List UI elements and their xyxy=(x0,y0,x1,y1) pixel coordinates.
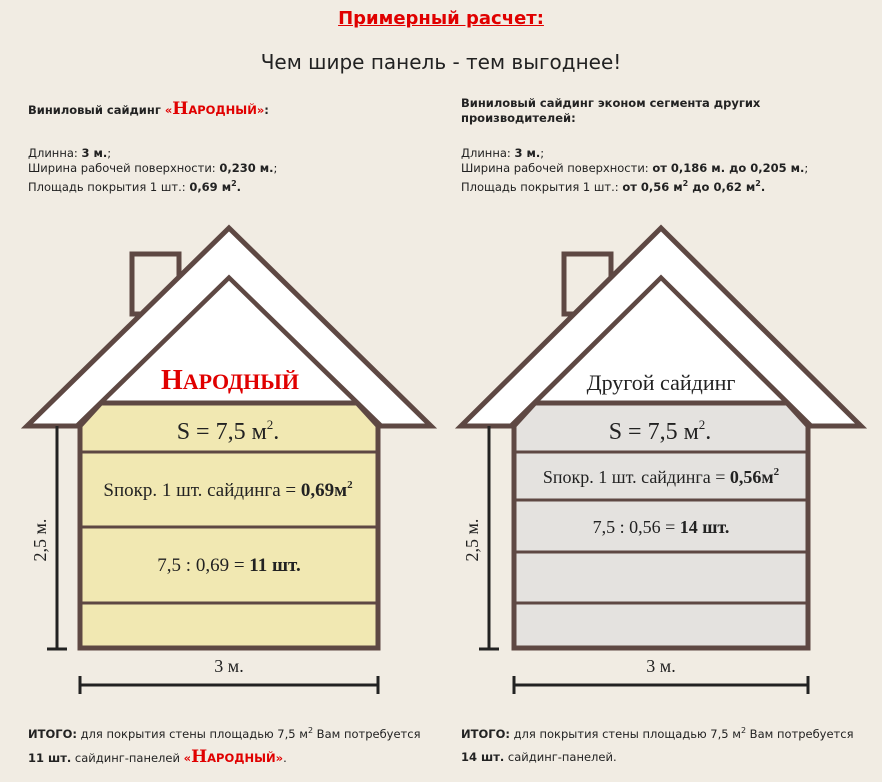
end: Вам потребуется xyxy=(313,726,421,741)
v: 0,69м xyxy=(300,480,348,501)
left-calc-text xyxy=(157,555,300,576)
right-footer xyxy=(461,723,881,765)
label: Площадь покрытия 1 шт.: xyxy=(28,179,190,194)
right-footer-line2 xyxy=(461,750,881,765)
right-house xyxy=(461,228,861,694)
count: 11 шт. xyxy=(28,750,72,765)
value: 3 м. xyxy=(514,146,541,160)
rest: АРОДНЫЙ xyxy=(207,750,276,765)
page-title: Примерный расчет: xyxy=(338,8,544,29)
end: . xyxy=(705,419,712,445)
value-b: до 0,62 м xyxy=(688,179,756,194)
value: 0,230 м. xyxy=(219,161,274,175)
t: Sпокр. 1 шт. сайдинга = xyxy=(542,467,730,487)
right-width-label: 3 м. xyxy=(646,656,676,676)
brand-rest: АРОДНЫЙ xyxy=(188,103,257,117)
t: для покрытия стены площадью 7,5 м xyxy=(509,726,741,741)
left-heading-suffix: : xyxy=(264,103,269,117)
end: . xyxy=(283,750,287,765)
t: 7,5 : 0,56 = xyxy=(592,517,680,537)
end: . xyxy=(236,179,242,194)
right-calc-text xyxy=(593,517,730,537)
value: 0,69 м xyxy=(189,179,232,194)
brand-quote-close: » xyxy=(256,103,265,117)
sup-b: 2 xyxy=(755,179,761,188)
sup: 2 xyxy=(231,179,237,188)
end: Вам потребуется xyxy=(746,726,854,741)
end: . xyxy=(760,179,766,194)
right-roof-label: Другой сайдинг xyxy=(586,370,736,395)
t: S = 7,5 м xyxy=(176,419,267,445)
sup: 2 xyxy=(698,417,706,432)
right-heading: Виниловый сайдинг эконом сегмента других производителей: xyxy=(461,96,761,125)
label: Площадь покрытия 1 шт.: xyxy=(461,179,623,194)
left-footer xyxy=(28,723,448,766)
sup: 2 xyxy=(740,726,747,735)
itogo: ИТОГО: xyxy=(28,726,77,741)
value: от 0,186 м. до 0,205 м. xyxy=(652,161,805,175)
left-area-text xyxy=(177,417,280,445)
left-width-label: 3 м. xyxy=(214,656,244,676)
t: 7,5 : 0,69 = xyxy=(157,555,250,576)
page-subtitle: Чем шире панель - тем выгоднее! xyxy=(260,50,622,74)
v: 11 шт. xyxy=(249,555,301,576)
footer-brand xyxy=(183,746,284,767)
right-cover-text xyxy=(543,466,780,487)
left-height-label: 2,5 м. xyxy=(30,518,50,562)
v: 0,56м xyxy=(729,467,774,487)
end: . xyxy=(273,419,280,445)
sup-a: 2 xyxy=(682,179,689,188)
t: сайдинг-панелей. xyxy=(504,749,617,764)
label: Длинна: xyxy=(461,146,515,160)
left-cover-text xyxy=(103,479,353,501)
label: Ширина рабочей поверхности: xyxy=(461,161,653,175)
end: ; xyxy=(804,161,809,175)
roof-first: Н xyxy=(161,365,183,396)
left-footer-line1 xyxy=(28,723,448,742)
label: Ширина рабочей поверхности: xyxy=(28,161,220,175)
roof-rest: АРОДНЫЙ xyxy=(182,369,299,394)
sup: 2 xyxy=(347,479,353,491)
t: Sпокр. 1 шт. сайдинга = xyxy=(103,480,301,501)
count: 14 шт. xyxy=(461,749,505,764)
first: Н xyxy=(191,746,208,767)
brand-first-letter: Н xyxy=(172,99,189,119)
sup: 2 xyxy=(773,466,780,478)
end: ; xyxy=(540,146,545,160)
sup: 2 xyxy=(266,417,274,432)
right-area-text xyxy=(609,417,712,445)
q: « xyxy=(183,750,192,765)
t: сайдинг-панелей xyxy=(71,750,184,765)
t: S = 7,5 м xyxy=(608,419,699,445)
left-roof-label xyxy=(161,365,299,396)
end: ; xyxy=(273,161,278,175)
label: Длинна: xyxy=(28,146,82,160)
v: 14 шт. xyxy=(679,517,730,537)
left-footer-line2 xyxy=(28,746,448,767)
sup: 2 xyxy=(307,726,314,735)
right-footer-line1 xyxy=(461,723,881,742)
q2: » xyxy=(275,750,284,765)
t: для покрытия стены площадью 7,5 м xyxy=(76,726,308,741)
value-a: от 0,56 м xyxy=(622,179,683,194)
brand-quote-open: « xyxy=(164,103,173,117)
value: 3 м. xyxy=(81,146,108,160)
itogo: ИТОГО: xyxy=(461,726,510,741)
left-heading-prefix: Виниловый сайдинг xyxy=(28,103,165,117)
end: ; xyxy=(107,146,112,160)
left-house xyxy=(27,228,431,694)
right-height-label: 2,5 м. xyxy=(462,518,482,562)
